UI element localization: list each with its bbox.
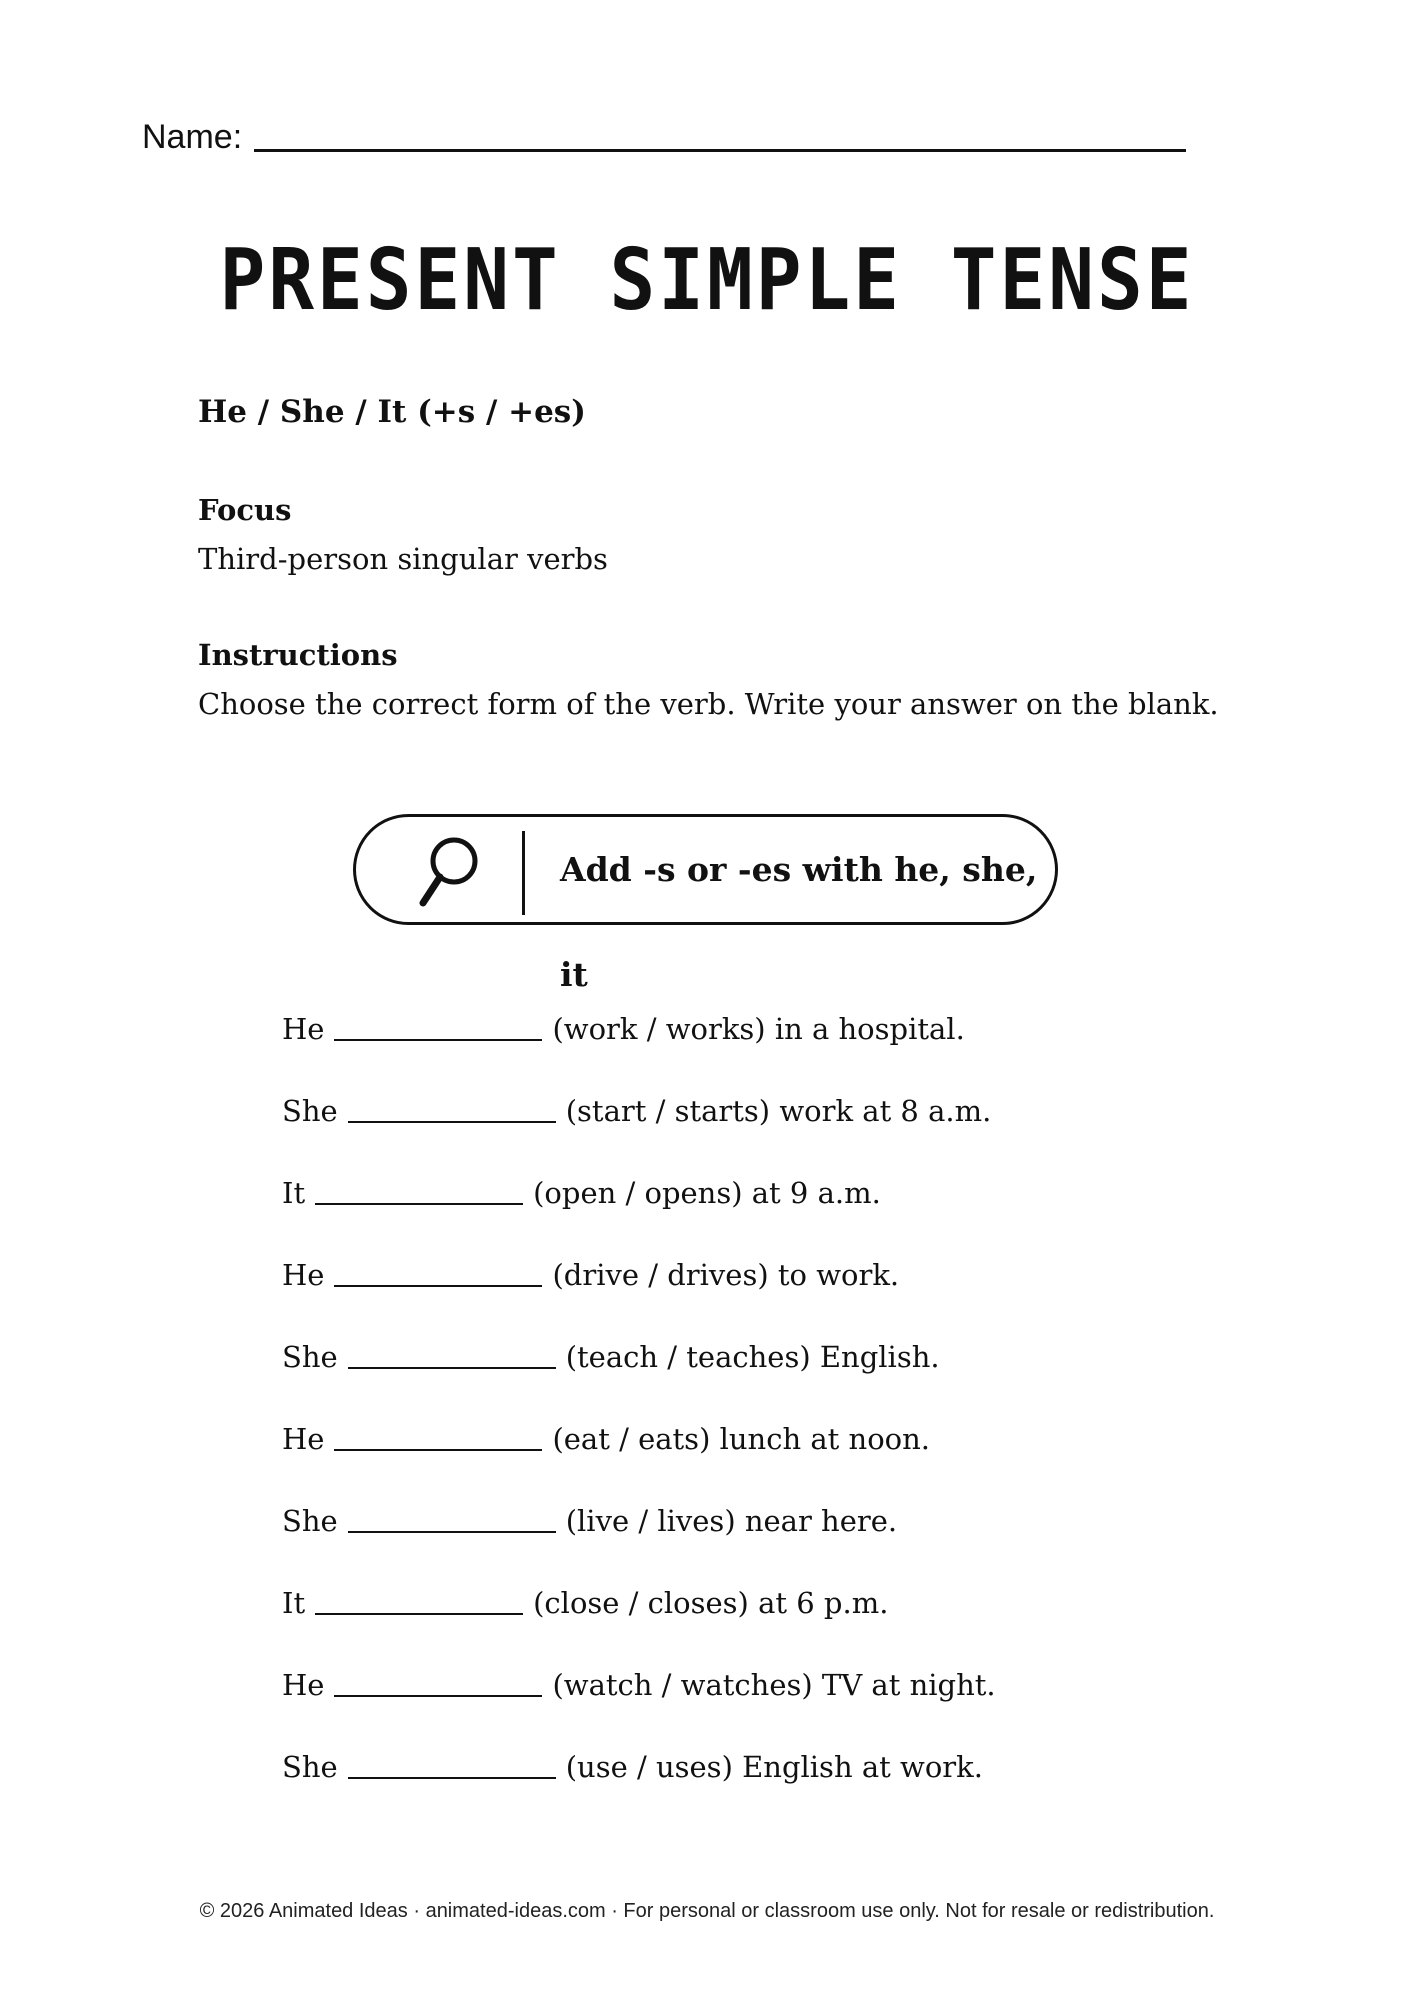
question-subject: He	[282, 1668, 325, 1702]
question-text: (close / closes) at 6 p.m.	[533, 1586, 889, 1620]
question-subject: She	[282, 1340, 338, 1374]
question-text: (watch / watches) TV at night.	[552, 1668, 996, 1702]
name-blank-line[interactable]	[254, 149, 1186, 152]
question-subject: It	[282, 1176, 306, 1210]
instructions-text: Choose the correct form of the verb. Write your answer on the blank.	[198, 687, 1219, 721]
question-text: (work / works) in a hospital.	[552, 1012, 965, 1046]
answer-blank[interactable]	[315, 1203, 523, 1205]
instructions-heading: Instructions	[198, 638, 398, 672]
focus-text: Third-person singular verbs	[198, 542, 608, 576]
question-text: (start / starts) work at 8 a.m.	[565, 1094, 992, 1128]
question-subject: He	[282, 1012, 325, 1046]
footer-copyright: © 2026 Animated Ideas · animated-ideas.com · For personal or classroom use only. Not for resale or redistribution.	[199, 1900, 1215, 1922]
question-text: (eat / eats) lunch at noon.	[552, 1422, 931, 1456]
question-subject: It	[282, 1586, 306, 1620]
tip-box	[353, 814, 1058, 994]
question-text: (live / lives) near here.	[565, 1504, 898, 1538]
focus-heading: Focus	[198, 493, 292, 527]
answer-blank[interactable]	[348, 1121, 556, 1123]
page-title: PRESENT SIMPLE TENSE	[219, 229, 1195, 330]
question-text: (drive / drives) to work.	[552, 1258, 900, 1292]
question-subject: She	[282, 1504, 338, 1538]
question-text: (open / opens) at 9 a.m.	[533, 1176, 881, 1210]
question-subject: She	[282, 1750, 338, 1784]
subtitle: He / She / It (+s / +es)	[198, 394, 586, 430]
answer-blank[interactable]	[334, 1285, 542, 1287]
name-field[interactable]	[142, 118, 1186, 157]
question-text: (use / uses) English at work.	[565, 1750, 983, 1784]
tip-text: Add -s or -es with he, she, it	[560, 850, 1038, 994]
magnifier-icon	[410, 831, 490, 911]
answer-blank[interactable]	[334, 1449, 542, 1451]
question-subject: He	[282, 1258, 325, 1292]
question-subject: He	[282, 1422, 325, 1456]
tip-divider	[522, 831, 525, 915]
answer-blank[interactable]	[348, 1367, 556, 1369]
answer-blank[interactable]	[348, 1531, 556, 1533]
name-label: Name:	[142, 118, 243, 156]
answer-blank[interactable]	[315, 1613, 523, 1615]
answer-blank[interactable]	[334, 1695, 542, 1697]
answer-blank[interactable]	[348, 1777, 556, 1779]
question-subject: She	[282, 1094, 338, 1128]
answer-blank[interactable]	[334, 1039, 542, 1041]
question-text: (teach / teaches) English.	[565, 1340, 940, 1374]
